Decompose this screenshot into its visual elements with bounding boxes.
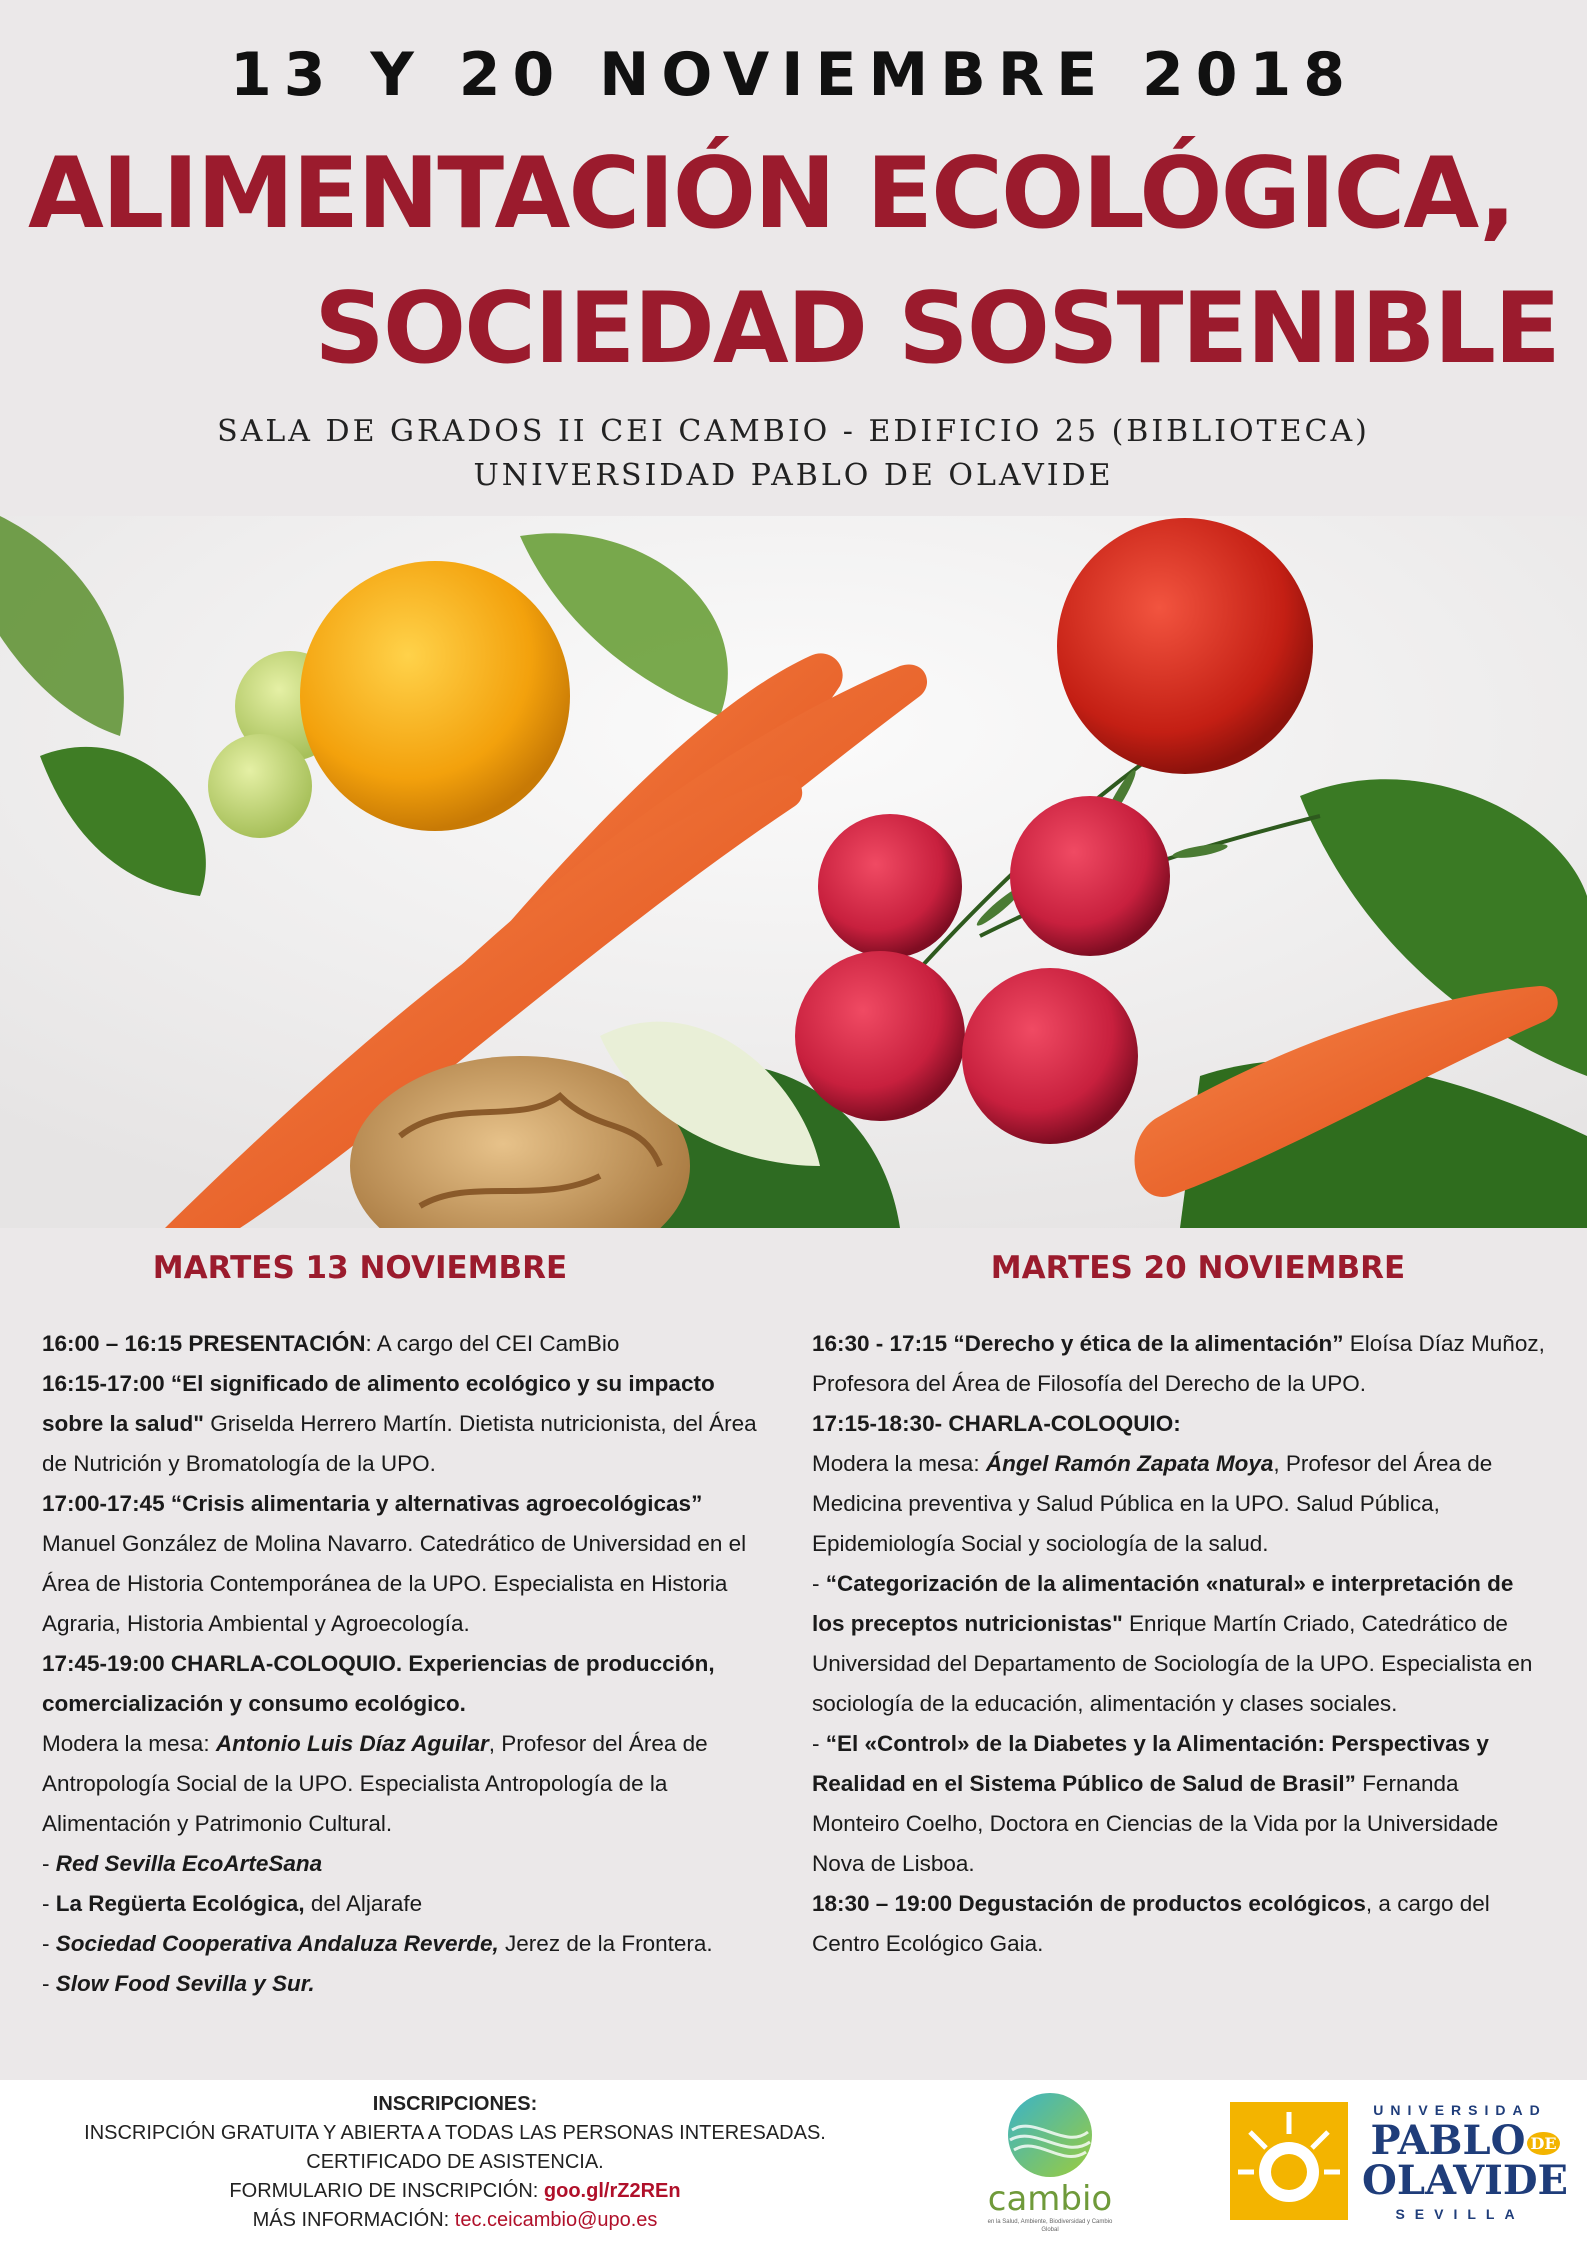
event-date: 13 Y 20 NOVIEMBRE 2018 bbox=[230, 40, 1357, 110]
upo-city: SEVILLA bbox=[1395, 2206, 1525, 2222]
left-item-1 bbox=[42, 1324, 782, 1364]
item-text: Jerez de la Frontera. bbox=[498, 1931, 713, 1956]
upo-top-label: UNIVERSIDAD bbox=[1373, 2102, 1547, 2118]
dash: - bbox=[42, 1931, 56, 1956]
org-name: Sociedad Cooperativa Andaluza Reverde, bbox=[55, 1931, 499, 1956]
item-text: del Aljarafe bbox=[304, 1891, 423, 1916]
time-label: 17:00-17:45 “Crisis alimentaria y alternativas agroecológicas” bbox=[42, 1491, 703, 1516]
talk-title: “Categorización de la alimentación «natural» e interpretación de los preceptos nutricionistas" bbox=[812, 1571, 1514, 1636]
item-text: , Profesor del Área de Antropología Social de la UPO. Especialista Antropología de la Alimentación y Patrimonio Cultural. bbox=[42, 1731, 708, 1836]
right-item-1 bbox=[812, 1324, 1552, 1404]
item-text: , Profesor del Área de Medicina preventiva y Salud Pública en la UPO. Salud Pública, Epidemiología Social y sociología de la salud. bbox=[812, 1451, 1493, 1556]
upo-name-de: DE bbox=[1527, 2132, 1559, 2155]
time-label: 17:15-18:30- CHARLA-COLOQUIO: bbox=[812, 1411, 1181, 1436]
item-text: Modera la mesa: bbox=[42, 1731, 216, 1756]
left-item-4 bbox=[42, 1644, 782, 1724]
time-label: 18:30 – 19:00 Degustación de productos ecológicos bbox=[812, 1891, 1366, 1916]
upo-name-pablo: PABLO bbox=[1370, 2117, 1526, 2164]
org-name: Red Sevilla EcoArteSana bbox=[55, 1851, 323, 1876]
item-text: : A cargo del CEI CamBio bbox=[365, 1331, 620, 1356]
org-name: Slow Food Sevilla y Sur. bbox=[55, 1971, 315, 1996]
moderator-name: Antonio Luis Díaz Aguilar bbox=[215, 1731, 489, 1756]
org-name: La Regüerta Ecológica, bbox=[55, 1891, 305, 1916]
time-label: 16:15-17:00 “El significado de alimento ecológico y su impacto sobre la salud" bbox=[42, 1371, 715, 1436]
right-item-4 bbox=[812, 1564, 1552, 1724]
right-item-5 bbox=[812, 1724, 1552, 1884]
venue bbox=[0, 410, 1587, 498]
cambio-tagline: en la Salud, Ambiente, Biodiversidad y Cambio Global bbox=[987, 2219, 1113, 2233]
registration-heading: INSCRIPCIONES: bbox=[372, 2093, 538, 2115]
left-list-item-2 bbox=[42, 1884, 782, 1924]
talk-title: “El «Control» de la Diabetes y la Alimentación: Perspectivas y Realidad en el Sistema Público de Salud de Brasil” bbox=[812, 1731, 1489, 1796]
item-text: Griselda Herrero Martín. Dietista nutricionista, del Área de Nutrición y Bromatología de la UPO. bbox=[42, 1411, 757, 1476]
dash: - bbox=[42, 1891, 56, 1916]
item-text: Enrique Martín Criado, Catedrático de Universidad del Departamento de Sociología de la UPO. Especialista en sociología de la educación, alimentación y clases sociales. bbox=[812, 1611, 1533, 1716]
moderator-name: Ángel Ramón Zapata Moya bbox=[985, 1451, 1274, 1476]
item-text: Eloísa Díaz Muñoz, Profesora del Área de Filosofía del Derecho de la UPO. bbox=[812, 1331, 1545, 1396]
right-column-heading: MARTES 20 NOVIEMBRE bbox=[990, 1250, 1406, 1286]
more-info-line bbox=[30, 2206, 880, 2235]
left-item-2 bbox=[42, 1364, 782, 1484]
registration-form-line bbox=[30, 2177, 880, 2206]
item-text: Manuel González de Molina Navarro. Catedrático de Universidad en el Área de Historia Contemporánea de la UPO. Especialista en Historia Agraria, Historia Ambiental y Agroecología. bbox=[42, 1531, 747, 1636]
venue-line-2: UNIVERSIDAD PABLO DE OLAVIDE bbox=[473, 458, 1114, 493]
footer bbox=[0, 2080, 1587, 2245]
title-line-1: ALIMENTACIÓN ECOLÓGICA, bbox=[28, 137, 1515, 251]
time-label: 16:30 - 17:15 “Derecho y ética de la alimentación” bbox=[812, 1331, 1344, 1356]
vegetables-photo bbox=[0, 516, 1587, 1228]
vegetables-illustration bbox=[0, 516, 1587, 1228]
registration-line-2: CERTIFICADO DE ASISTENCIA. bbox=[306, 2151, 604, 2173]
time-label: 16:00 – 16:15 PRESENTACIÓN bbox=[42, 1331, 366, 1356]
form-label: FORMULARIO DE INSCRIPCIÓN: bbox=[229, 2180, 544, 2202]
left-item-5 bbox=[42, 1724, 782, 1844]
info-label: MÁS INFORMACIÓN: bbox=[252, 2209, 455, 2231]
cambio-logo-text: cambio bbox=[987, 2179, 1113, 2219]
dash: - bbox=[42, 1851, 56, 1876]
contact-email-link[interactable]: tec.ceicambio@upo.es bbox=[454, 2209, 658, 2231]
right-column bbox=[812, 1324, 1552, 1964]
item-text: Fernanda Monteiro Coelho, Doctora en Ciencias de la Vida por la Universidade Nova de Lisboa. bbox=[812, 1771, 1499, 1876]
dash: - bbox=[812, 1571, 826, 1596]
upo-logo bbox=[1230, 2102, 1570, 2232]
right-item-6 bbox=[812, 1884, 1552, 1964]
item-text: , a cargo del Centro Ecológico Gaia. bbox=[812, 1891, 1490, 1956]
left-list-item-3 bbox=[42, 1924, 782, 1964]
right-item-2 bbox=[812, 1404, 1552, 1444]
time-label: 17:45-19:00 CHARLA-COLOQUIO bbox=[42, 1651, 396, 1676]
registration-line-1: INSCRIPCIÓN GRATUITA Y ABIERTA A TODAS LAS PERSONAS INTERESADAS. bbox=[84, 2122, 826, 2144]
left-column-heading: MARTES 13 NOVIEMBRE bbox=[152, 1250, 568, 1286]
cambio-logo-icon bbox=[1000, 2090, 1100, 2180]
dash: - bbox=[42, 1971, 56, 1996]
left-item-3 bbox=[42, 1484, 782, 1644]
cambio-logo bbox=[980, 2090, 1120, 2240]
registration-form-link[interactable]: goo.gl/rZ2REn bbox=[543, 2180, 681, 2202]
venue-line-1: SALA DE GRADOS II CEI CAMBIO - EDIFICIO 25 (BIBLIOTECA) bbox=[217, 414, 1370, 449]
item-text: Modera la mesa: bbox=[812, 1451, 986, 1476]
left-list-item-4 bbox=[42, 1964, 782, 2004]
title-line-2: SOCIEDAD SOSTENIBLE bbox=[314, 272, 1559, 386]
upo-logo-sun-icon bbox=[1230, 2102, 1348, 2220]
left-list-item-1 bbox=[42, 1844, 782, 1884]
item-bold-text: . Experiencias de producción, comercialización y consumo ecológico. bbox=[42, 1651, 715, 1716]
upo-name-line-2: OLAVIDE bbox=[1361, 2157, 1568, 2204]
right-item-3 bbox=[812, 1444, 1552, 1564]
registration-info bbox=[30, 2090, 880, 2235]
dash: - bbox=[812, 1731, 826, 1756]
left-column bbox=[42, 1324, 782, 2004]
